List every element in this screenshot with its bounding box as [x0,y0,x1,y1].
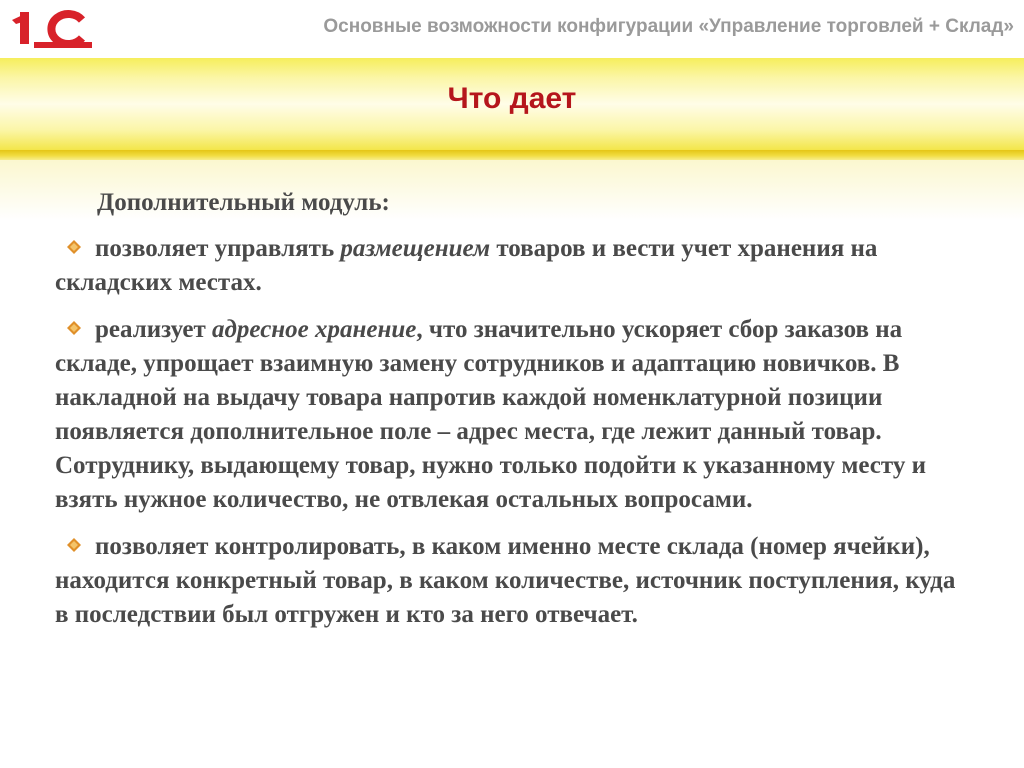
bullet-emphasis: адресное хранение [212,316,417,343]
bullet-item [55,530,975,632]
bullet-emphasis: размещением [340,235,491,262]
bullet-text: позволяет контролировать, в каком именно месте склада (номер ячейки), находится конкретный товар, в каком количестве, источник поступления, куда в последствии был отгружен и кто за него отвечает. [55,533,956,628]
bullet-item [55,313,975,517]
bullet-item [55,232,975,300]
diamond-bullet-icon [67,240,81,254]
bullet-text: товаров и вести учет хранения на складских местах. [55,235,878,296]
slide-content [55,186,975,645]
slide-title: Что дает [447,82,577,115]
intro-text: Дополнительный модуль: [97,189,390,216]
header-title: Основные возможности конфигурации «Управление торговлей + Склад» [323,16,1014,37]
bullet-text: позволяет управлять [95,235,341,262]
title-band-underline [0,150,1024,160]
diamond-bullet-icon [67,538,81,552]
1c-logo [12,8,94,52]
diamond-bullet-icon [67,321,81,335]
bullet-text: , что значительно ускоряет сбор заказов на складе, упрощает взаимную замену сотрудников и адаптацию новичков. В накладной на выдачу товара напротив каждой номенклатурной позиции появляется дополнительное поле – адрес места, где лежит данный товар. Сотруднику, выдающему товар, нужно только подойти к указанному месту и взять нужное количество, не отвлекая остальных вопросами. [55,316,926,513]
bullet-text: реализует [95,316,213,343]
